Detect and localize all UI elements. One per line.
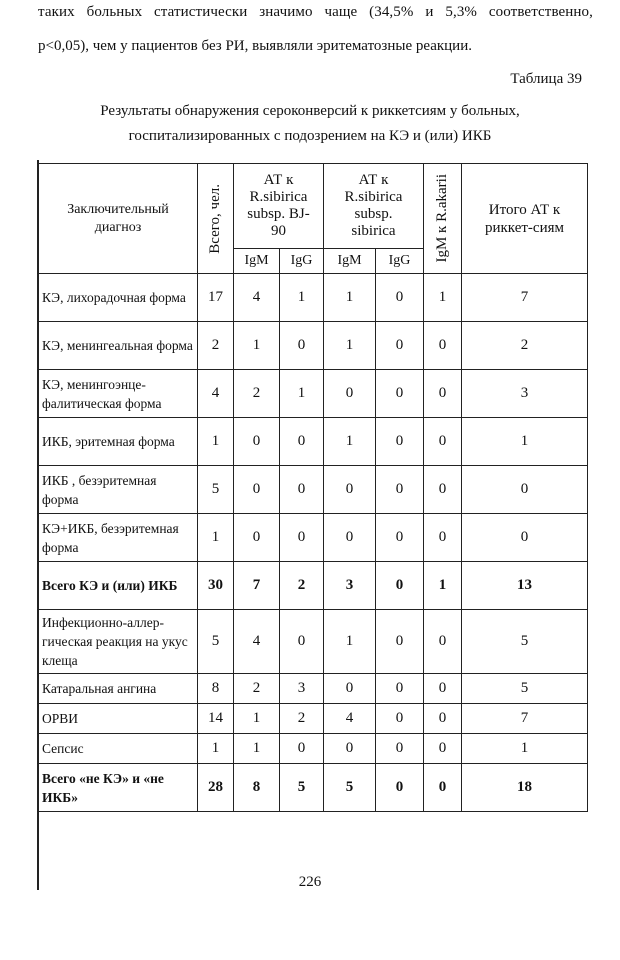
cell-sib-igm: 1 xyxy=(324,274,376,322)
cell-total: 5 xyxy=(198,466,234,514)
cell-bj-igg: 1 xyxy=(280,274,324,322)
page-number: 226 xyxy=(298,874,322,890)
table-row xyxy=(39,674,588,704)
cell-akari-igm: 0 xyxy=(424,734,462,764)
header-diagnosis-text: Заключительный диагноз xyxy=(67,201,169,235)
cell-itogo: 0 xyxy=(462,466,588,514)
cell-diagnosis: Всего «не КЭ» и «не ИКБ» xyxy=(39,764,198,812)
header-group-bj90 xyxy=(234,164,324,249)
cell-sib-igg: 0 xyxy=(376,704,424,734)
header-sib-igg: IgG xyxy=(376,249,424,274)
cell-sib-igm: 0 xyxy=(324,466,376,514)
cell-bj-igg: 0 xyxy=(280,466,324,514)
cell-total: 4 xyxy=(198,370,234,418)
cell-sib-igg: 0 xyxy=(376,274,424,322)
paragraph-line-1: таких больных статистически значимо чаще (34,5% и 5,3% соответственно, xyxy=(38,4,593,20)
cell-sib-igg: 0 xyxy=(376,562,424,610)
cell-sib-igm: 4 xyxy=(324,704,376,734)
cell-total: 2 xyxy=(198,322,234,370)
cell-sib-igm: 0 xyxy=(324,370,376,418)
cell-bj-igg: 5 xyxy=(280,764,324,812)
cell-akari-igm: 0 xyxy=(424,466,462,514)
cell-sib-igg: 0 xyxy=(376,764,424,812)
cell-total: 30 xyxy=(198,562,234,610)
cell-bj-igg: 2 xyxy=(280,562,324,610)
cell-bj-igm: 4 xyxy=(234,274,280,322)
cell-sib-igm: 0 xyxy=(324,514,376,562)
cell-akari-igm: 0 xyxy=(424,704,462,734)
cell-bj-igm: 2 xyxy=(234,674,280,704)
cell-bj-igm: 1 xyxy=(234,734,280,764)
cell-sib-igm: 1 xyxy=(324,418,376,466)
cell-diagnosis: Инфекционно-аллер-гическая реакция на укус клеща xyxy=(39,610,198,674)
cell-sib-igm: 5 xyxy=(324,764,376,812)
table-caption-line-2: госпитализированных с подозрением на КЭ и (или) ИКБ xyxy=(128,128,492,144)
results-table xyxy=(38,163,588,812)
cell-akari-igm: 0 xyxy=(424,674,462,704)
cell-sib-igm: 0 xyxy=(324,734,376,764)
header-group-bj90-text: АТ к R.sibirica subsp. BJ-90 xyxy=(247,172,310,239)
cell-akari-igm: 0 xyxy=(424,764,462,812)
cell-sib-igg: 0 xyxy=(376,610,424,674)
cell-itogo: 13 xyxy=(462,562,588,610)
header-row-1 xyxy=(39,164,588,249)
cell-total: 14 xyxy=(198,704,234,734)
header-bj-igm: IgM xyxy=(234,249,280,274)
cell-sib-igm: 1 xyxy=(324,610,376,674)
cell-itogo: 18 xyxy=(462,764,588,812)
header-diagnosis xyxy=(39,164,198,274)
cell-diagnosis: ИКБ , безэритемная форма xyxy=(39,466,198,514)
header-group-sibirica-text: АТ к R.sibirica subsp. sibirica xyxy=(344,172,403,239)
cell-bj-igm: 0 xyxy=(234,514,280,562)
cell-itogo: 5 xyxy=(462,674,588,704)
cell-itogo: 7 xyxy=(462,274,588,322)
cell-itogo: 1 xyxy=(462,418,588,466)
cell-bj-igg: 0 xyxy=(280,734,324,764)
cell-akari-igm: 0 xyxy=(424,610,462,674)
table-row xyxy=(39,610,588,674)
cell-total: 8 xyxy=(198,674,234,704)
cell-sib-igg: 0 xyxy=(376,418,424,466)
cell-akari-igm: 1 xyxy=(424,562,462,610)
cell-bj-igm: 1 xyxy=(234,704,280,734)
cell-akari-igm: 0 xyxy=(424,322,462,370)
cell-sib-igm: 3 xyxy=(324,562,376,610)
cell-sib-igg: 0 xyxy=(376,466,424,514)
table-row xyxy=(39,734,588,764)
header-akari xyxy=(424,164,462,274)
header-total-text: Всего, чел. xyxy=(207,183,223,254)
cell-akari-igm: 1 xyxy=(424,274,462,322)
header-itogo xyxy=(462,164,588,274)
cell-sib-igm: 0 xyxy=(324,674,376,704)
table-number: Таблица 39 xyxy=(510,71,582,87)
header-akari-text: IgM к R.akarii xyxy=(434,174,450,263)
header-group-sibirica xyxy=(324,164,424,249)
cell-diagnosis: ИКБ, эритемная форма xyxy=(39,418,198,466)
cell-akari-igm: 0 xyxy=(424,514,462,562)
cell-total: 5 xyxy=(198,610,234,674)
cell-diagnosis: Всего КЭ и (или) ИКБ xyxy=(39,562,198,610)
cell-diagnosis: ОРВИ xyxy=(39,704,198,734)
cell-sib-igm: 1 xyxy=(324,322,376,370)
cell-sib-igg: 0 xyxy=(376,370,424,418)
cell-sib-igg: 0 xyxy=(376,322,424,370)
table-row xyxy=(39,562,588,610)
cell-bj-igm: 8 xyxy=(234,764,280,812)
cell-itogo: 5 xyxy=(462,610,588,674)
paragraph-line-2: р<0,05), чем у пациентов без РИ, выявляли эритематозные реакции. xyxy=(38,38,472,54)
cell-total: 17 xyxy=(198,274,234,322)
cell-itogo: 0 xyxy=(462,514,588,562)
cell-bj-igm: 0 xyxy=(234,418,280,466)
table-row xyxy=(39,514,588,562)
cell-bj-igm: 1 xyxy=(234,322,280,370)
header-itogo-text: Итого АТ к риккет-сиям xyxy=(484,201,564,236)
cell-total: 1 xyxy=(198,734,234,764)
cell-total: 28 xyxy=(198,764,234,812)
cell-diagnosis: Сепсис xyxy=(39,734,198,764)
cell-bj-igm: 4 xyxy=(234,610,280,674)
header-bj-igg: IgG xyxy=(280,249,324,274)
cell-bj-igg: 0 xyxy=(280,610,324,674)
cell-akari-igm: 0 xyxy=(424,418,462,466)
header-total xyxy=(198,164,234,274)
cell-bj-igg: 0 xyxy=(280,514,324,562)
table-row xyxy=(39,466,588,514)
cell-bj-igm: 7 xyxy=(234,562,280,610)
cell-diagnosis: КЭ, менингоэнце-фалитическая форма xyxy=(39,370,198,418)
cell-bj-igm: 2 xyxy=(234,370,280,418)
cell-bj-igg: 0 xyxy=(280,322,324,370)
cell-akari-igm: 0 xyxy=(424,370,462,418)
cell-diagnosis: Катаральная ангина xyxy=(39,674,198,704)
cell-sib-igg: 0 xyxy=(376,734,424,764)
table-row xyxy=(39,274,588,322)
cell-itogo: 2 xyxy=(462,322,588,370)
table-row xyxy=(39,370,588,418)
table-row xyxy=(39,764,588,812)
cell-sib-igg: 0 xyxy=(376,674,424,704)
cell-itogo: 7 xyxy=(462,704,588,734)
table-row xyxy=(39,418,588,466)
cell-total: 1 xyxy=(198,514,234,562)
cell-bj-igg: 2 xyxy=(280,704,324,734)
cell-bj-igm: 0 xyxy=(234,466,280,514)
cell-diagnosis: КЭ, лихорадочная форма xyxy=(39,274,198,322)
cell-bj-igg: 1 xyxy=(280,370,324,418)
cell-bj-igg: 3 xyxy=(280,674,324,704)
cell-sib-igg: 0 xyxy=(376,514,424,562)
table-row xyxy=(39,704,588,734)
header-sib-igm: IgM xyxy=(324,249,376,274)
cell-itogo: 1 xyxy=(462,734,588,764)
cell-diagnosis: КЭ, менингеальная форма xyxy=(39,322,198,370)
cell-itogo: 3 xyxy=(462,370,588,418)
table-row xyxy=(39,322,588,370)
cell-bj-igg: 0 xyxy=(280,418,324,466)
table-caption-line-1: Результаты обнаружения сероконверсий к риккетсиям у больных, xyxy=(100,103,520,119)
cell-diagnosis: КЭ+ИКБ, безэритемная форма xyxy=(39,514,198,562)
cell-total: 1 xyxy=(198,418,234,466)
